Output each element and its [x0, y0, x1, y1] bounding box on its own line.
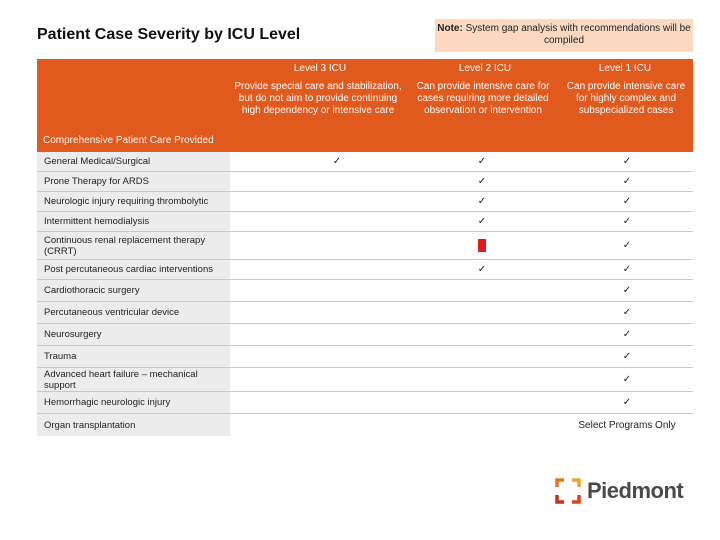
empty-cell — [257, 212, 417, 231]
check-mark: ✓ — [477, 196, 487, 207]
page-title: Patient Case Severity by ICU Level — [37, 26, 301, 43]
check-mark: ✓ — [622, 240, 632, 251]
empty-cell — [257, 324, 417, 345]
check-mark: ✓ — [477, 156, 487, 167]
row-label: Post percutaneous cardiac interventions — [37, 260, 230, 279]
empty-cell — [257, 392, 417, 413]
table-row — [37, 346, 693, 368]
check-mark: ✓ — [622, 285, 632, 296]
check-mark: ✓ — [622, 156, 632, 167]
cell-text: Select Programs Only — [578, 419, 676, 431]
check-mark: ✓ — [622, 196, 632, 207]
table-row — [37, 368, 693, 392]
check-mark: ✓ — [622, 307, 632, 318]
table-row — [37, 212, 693, 232]
level-2-description: Can provide intensive care for cases requiring more detailed observation or intervention — [416, 81, 550, 116]
capability-table — [37, 152, 693, 436]
empty-cell — [257, 368, 417, 391]
empty-cell — [402, 414, 562, 436]
empty-cell — [257, 260, 417, 279]
row-label: Advanced heart failure – mechanical support — [37, 368, 230, 391]
empty-cell — [402, 346, 562, 367]
row-label: Prone Therapy for ARDS — [37, 172, 230, 191]
note-label: Note: — [437, 23, 463, 34]
empty-cell — [402, 324, 562, 345]
empty-cell — [257, 172, 417, 191]
row-label: Hemorrhagic neurologic injury — [37, 392, 230, 413]
table-row — [37, 152, 693, 172]
level-1-description: Can provide intensive care for highly complex and subspecialized cases — [566, 81, 686, 116]
row-label: General Medical/Surgical — [37, 152, 230, 171]
row-label: Organ transplantation — [37, 414, 230, 436]
check-mark: ✓ — [622, 329, 632, 340]
row-label: Trauma — [37, 346, 230, 367]
row-label: Neurologic injury requiring thrombolytic — [37, 192, 230, 211]
table-row — [37, 192, 693, 212]
level-2-header: Level 2 ICU — [458, 63, 512, 74]
empty-cell — [257, 302, 417, 323]
table-row — [37, 414, 693, 436]
table-row — [37, 280, 693, 302]
empty-cell — [257, 346, 417, 367]
row-label: Continuous renal replacement therapy (CRRT) — [37, 232, 230, 259]
empty-cell — [402, 302, 562, 323]
level-3-header: Level 3 ICU — [293, 63, 347, 74]
table-row — [37, 232, 693, 260]
check-mark: ✓ — [622, 351, 632, 362]
table-row — [37, 302, 693, 324]
check-mark: ✓ — [622, 176, 632, 187]
section-label: Comprehensive Patient Care Provided — [43, 135, 214, 146]
empty-cell — [257, 414, 417, 436]
table-row — [37, 392, 693, 414]
empty-cell — [402, 280, 562, 301]
check-mark: ✓ — [622, 397, 632, 408]
check-mark: ✓ — [477, 176, 487, 187]
check-mark: ✓ — [622, 216, 632, 227]
row-label: Cardiothoracic surgery — [37, 280, 230, 301]
empty-cell — [402, 368, 562, 391]
row-label: Percutaneous ventricular device — [37, 302, 230, 323]
gap-marker-icon — [478, 239, 486, 252]
row-label: Intermittent hemodialysis — [37, 212, 230, 231]
empty-cell — [402, 392, 562, 413]
check-mark: ✓ — [622, 374, 632, 385]
table-row — [37, 260, 693, 280]
empty-cell — [257, 280, 417, 301]
row-label: Neurosurgery — [37, 324, 230, 345]
piedmont-logo-icon — [555, 478, 581, 504]
table-row — [37, 324, 693, 346]
check-mark: ✓ — [477, 216, 487, 227]
note-box — [435, 19, 693, 52]
empty-cell — [257, 232, 417, 259]
piedmont-logo — [555, 478, 683, 504]
check-mark: ✓ — [332, 156, 342, 167]
check-mark: ✓ — [477, 264, 487, 275]
gap-marker — [402, 232, 562, 259]
level-1-header: Level 1 ICU — [598, 63, 652, 74]
empty-cell — [257, 192, 417, 211]
logo-text: Piedmont — [587, 478, 684, 503]
table-row — [37, 172, 693, 192]
note-text: System gap analysis with recommendations will be compiled — [462, 23, 691, 46]
level-3-description: Provide special care and stabilization, but do not aim to provide continuing high dependency or intensive care — [234, 81, 402, 116]
check-mark: ✓ — [622, 264, 632, 275]
